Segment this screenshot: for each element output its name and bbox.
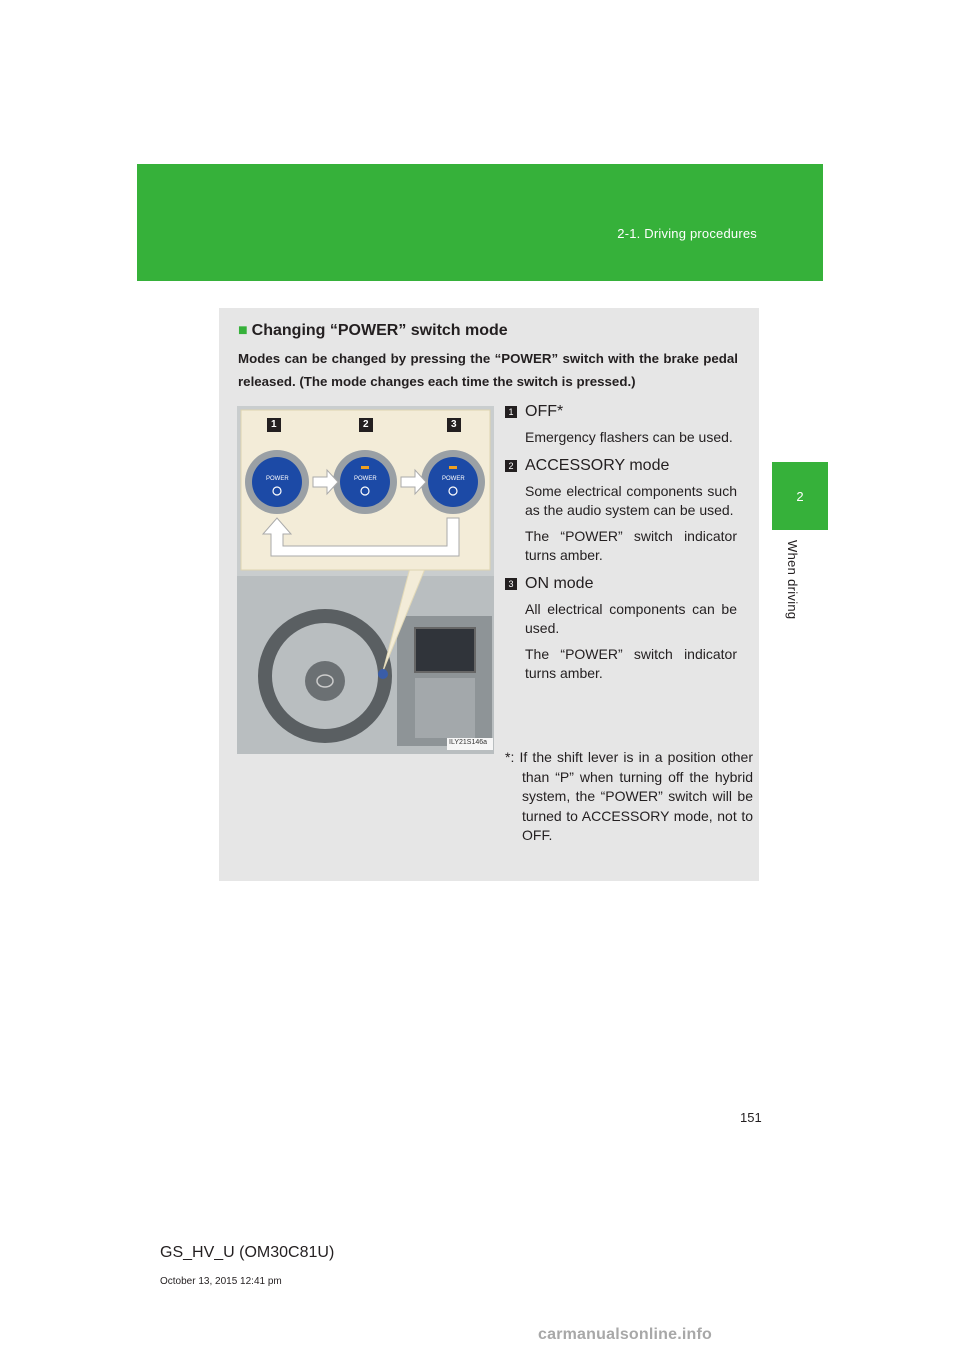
mode-item	[505, 457, 737, 565]
panel-title: Changing “POWER” switch mode	[251, 322, 508, 339]
mode-item	[505, 575, 737, 683]
badge-1: 1	[271, 419, 277, 430]
illustration-code: ILY21S146a	[449, 739, 488, 746]
footnote: *: If the shift lever is in a position other than “P” when turning off the hybrid system, the “POWER” switch will be turned to ACCESSORY mode, not to OFF.	[505, 749, 753, 843]
watermark: carmanualsonline.info	[538, 1326, 713, 1343]
mode-description: All electrical components can be used.	[525, 601, 737, 636]
mode-number-badge: 1	[505, 406, 517, 418]
panel-title-row	[238, 322, 508, 340]
panel-intro: Modes can be changed by pressing the “POWER” switch with the brake pedal released. (The mode changes each time the switch is pressed.)	[238, 351, 738, 389]
power-switch-illustration	[237, 406, 494, 754]
header-band	[137, 164, 823, 281]
square-bullet-icon: ■	[238, 322, 248, 339]
info-panel	[219, 308, 759, 881]
mode-item	[505, 403, 737, 447]
document-date: October 13, 2015 12:41 pm	[160, 1276, 282, 1287]
document-code: GS_HV_U (OM30C81U)	[160, 1244, 335, 1261]
mode-title: OFF*	[525, 403, 564, 420]
badge-2: 2	[363, 419, 369, 430]
page-number: 151	[740, 1110, 762, 1125]
mode-number-badge: 2	[505, 460, 517, 472]
button-label-1: POWER	[266, 476, 289, 482]
badge-3: 3	[451, 419, 457, 430]
mode-title: ACCESSORY mode	[525, 457, 670, 474]
mode-description: The “POWER” switch indicator turns amber.	[525, 528, 737, 563]
mode-title: ON mode	[525, 575, 594, 592]
mode-description: Some electrical components such as the audio system can be used.	[525, 483, 737, 518]
nav-screen	[415, 628, 475, 672]
power-button-2	[333, 450, 397, 514]
chapter-number: 2	[796, 488, 804, 504]
chapter-tab[interactable]	[772, 462, 828, 530]
mode-list	[505, 403, 737, 693]
button-label-2: POWER	[354, 476, 377, 482]
power-button-3	[421, 450, 485, 514]
power-button-1	[245, 450, 309, 514]
section-title: 2-1. Driving procedures	[617, 226, 757, 241]
mode-number-badge: 3	[505, 578, 517, 590]
button-label-3: POWER	[442, 476, 465, 482]
mode-description: The “POWER” switch indicator turns amber.	[525, 646, 737, 681]
chapter-label: When driving	[785, 540, 800, 620]
mode-description: Emergency flashers can be used.	[525, 429, 733, 445]
